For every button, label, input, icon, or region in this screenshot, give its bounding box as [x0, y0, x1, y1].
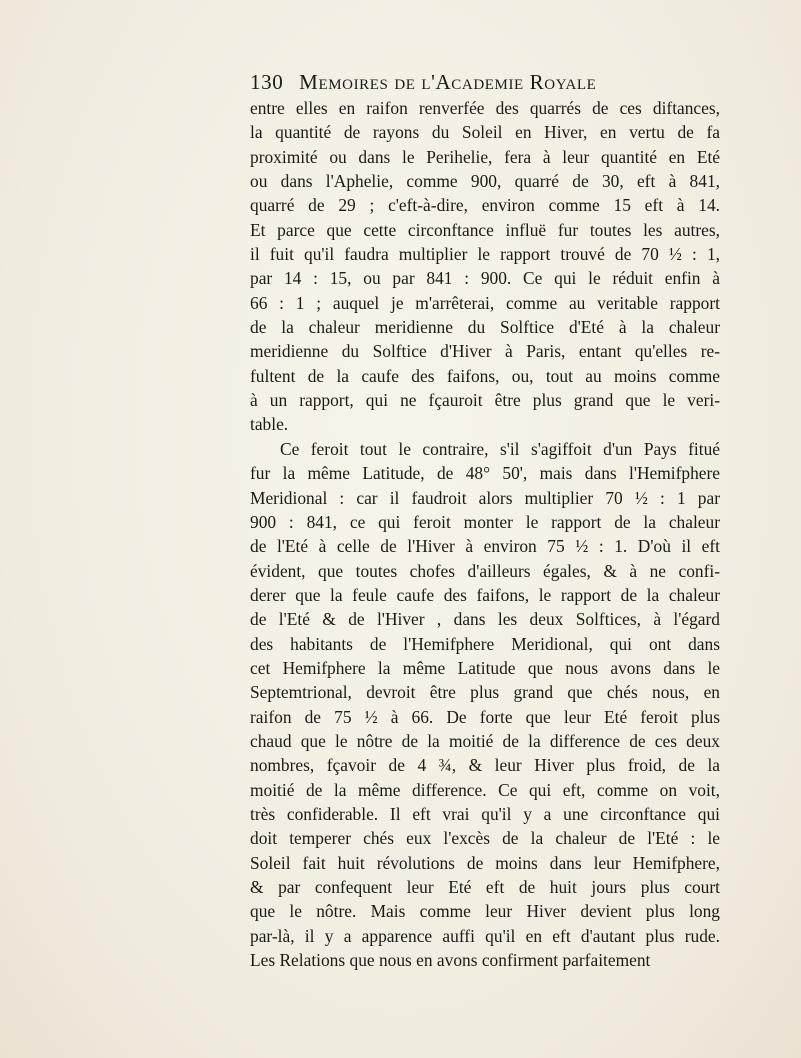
text-line: par 14 : 15, ou par 841 : 900. Ce qui le réduit enfin à	[250, 268, 720, 289]
text-line: de la chaleur meridienne du Solftice d'Eté à la chaleur	[250, 317, 720, 338]
text-line: derer que la feule caufe des faifons, le rapport de la chaleur	[250, 584, 720, 605]
text-line: Les Relations que nous en avons confirment parfaitement	[250, 950, 651, 971]
text-line: Septemtrional, devroit être plus grand que chés nous, en	[250, 682, 720, 703]
text-line: fur la même Latitude, de 48° 50', mais dans l'Hemifphere	[250, 463, 720, 484]
text-line: Meridional : car il faudroit alors multiplier 70 ½ : 1 par	[250, 487, 720, 508]
text-line: Ce feroit tout le contraire, s'il s'agiffoit d'un Pays fitué	[280, 438, 720, 459]
running-header	[250, 70, 720, 95]
text-line: chaud que le nôtre de la moitié de la difference de ces deux	[250, 730, 720, 751]
text-line: raifon de 75 ½ à 66. De forte que leur Eté feroit plus	[250, 706, 720, 727]
text-line: par-là, il y a apparence auffi qu'il en eft d'autant plus rude.	[250, 925, 720, 946]
text-line: de l'Eté à celle de l'Hiver à environ 75 ½ : 1. D'où il eft	[250, 536, 720, 557]
text-line: moitié de la même difference. Ce qui eft, comme on voit,	[250, 779, 720, 800]
text-line: à un rapport, qui ne fçauroit être plus grand que le veri-	[250, 390, 720, 411]
text-line: table.	[250, 414, 289, 435]
text-line: très confiderable. Il eft vrai qu'il y a une circonftance qui	[250, 803, 720, 824]
text-line: Soleil fait huit révolutions de moins dans leur Hemifphere,	[250, 852, 720, 873]
text-line: nombres, fçavoir de 4 ¾, & leur Hiver plus froid, de la	[250, 755, 720, 776]
paragraph	[250, 96, 720, 437]
text-line: proximité ou dans le Perihelie, fera à leur quantité en Eté	[250, 146, 720, 167]
page-number: 130	[250, 70, 284, 94]
text-line: il fuit qu'il faudra multiplier le rapport trouvé de 70 ½ : 1,	[250, 244, 720, 265]
text-line: évident, que toutes chofes d'ailleurs égales, & à ne confi-	[250, 560, 720, 581]
paragraph	[250, 437, 720, 973]
text-line: des habitants de l'Hemifphere Meridional, qui ont dans	[250, 633, 720, 654]
text-line: 900 : 841, ce qui feroit monter le rapport de la chaleur	[250, 511, 720, 532]
text-line: Et parce que cette circonftance influë fur toutes les autres,	[250, 219, 720, 240]
text-line: meridienne du Solftice d'Hiver à Paris, entant qu'elles re-	[250, 341, 720, 362]
text-line: & par confequent leur Eté eft de huit jours plus court	[250, 877, 720, 897]
text-line: ou dans l'Aphelie, comme 900, quarré de 30, eft à 841,	[250, 171, 720, 192]
text-line: doit temperer chés eux l'excès de la chaleur de l'Eté : le	[250, 828, 720, 849]
text-line: entre elles en raifon renverfée des quarrés de ces diftances,	[250, 98, 720, 118]
text-line: 66 : 1 ; auquel je m'arrêterai, comme au veritable rapport	[250, 292, 720, 313]
text-line: fultent de la caufe des faifons, ou, tout au moins comme	[250, 365, 720, 386]
running-title: Memoires de l'Academie Royale	[299, 70, 597, 94]
text-line: que le nôtre. Mais comme leur Hiver devient plus long	[250, 901, 720, 922]
text-line: quarré de 29 ; c'eft-à-dire, environ comme 15 eft à 14.	[250, 195, 720, 216]
text-line: de l'Eté & de l'Hiver , dans les deux Solftices, à l'égard	[250, 609, 720, 630]
body-text	[250, 96, 720, 972]
text-line: cet Hemifphere la même Latitude que nous avons dans le	[250, 657, 720, 678]
text-line: la quantité de rayons du Soleil en Hiver, en vertu de fa	[250, 122, 720, 143]
